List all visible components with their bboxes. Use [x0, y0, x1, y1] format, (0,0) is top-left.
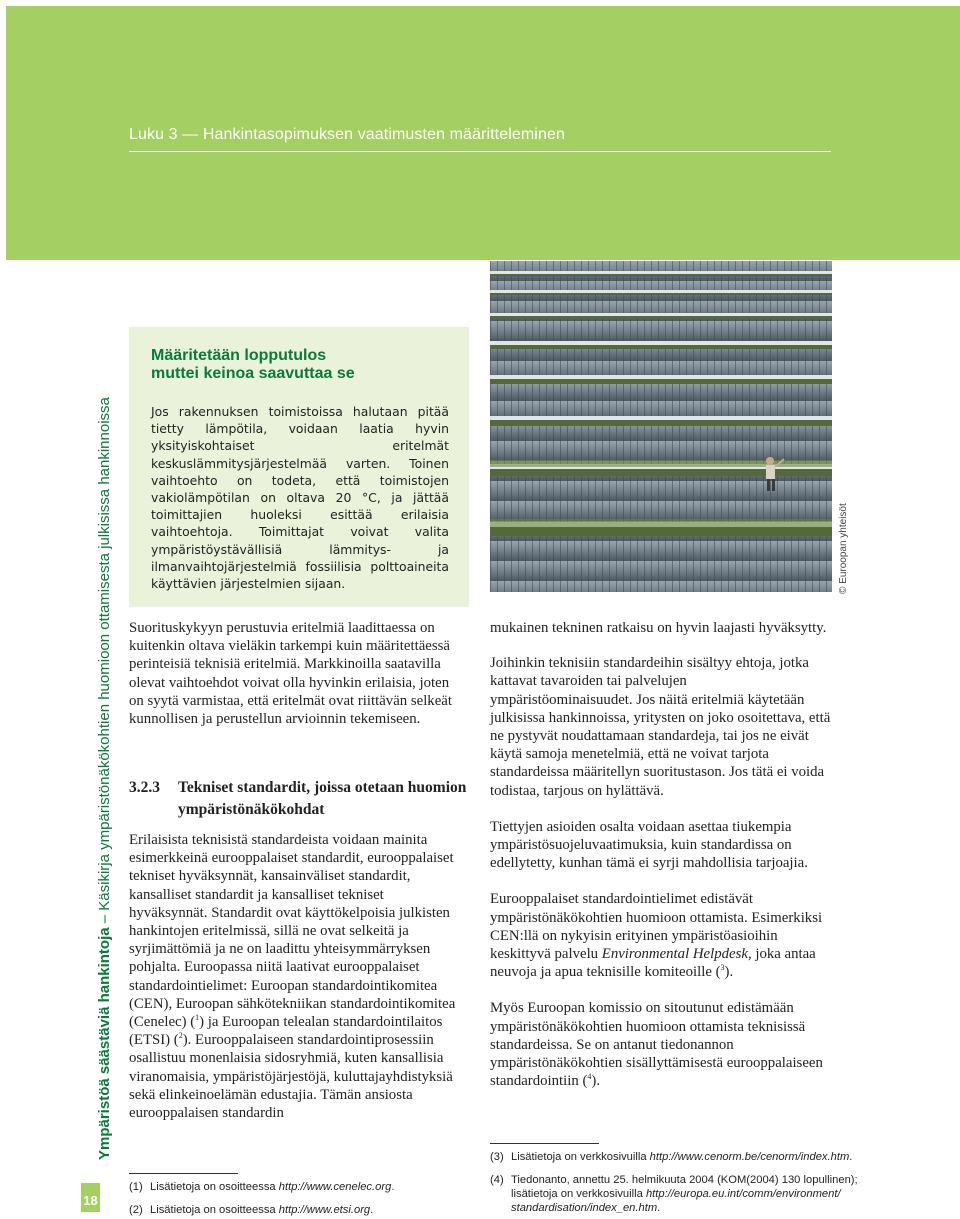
right-paragraph-1: mukainen tekninen ratkaisu on hyvin laajasti hyväksytty.: [490, 620, 827, 636]
box-title-line-2: muttei keinoa saavuttaa se: [151, 365, 355, 382]
right-paragraph-3: Tiettyjen asioiden osalta voidaan asettaa tiukempia ympäristösuojeluvaatimuksia, kuin standardissa on edellytetty, kunhan tämä ei syrji mahdollisia tarjoajia.: [490, 818, 808, 872]
footnote-2-mark: (2): [129, 1204, 143, 1216]
right-paragraph-4-part-c: ).: [724, 964, 734, 981]
footnote-rule-left: [129, 1173, 238, 1174]
solar-panels-illustration: [490, 261, 832, 592]
page-number: 18: [81, 1183, 100, 1212]
footnote-ref-3[interactable]: 3: [720, 963, 725, 973]
left-column-body: [129, 831, 465, 1122]
footnote-3-link[interactable]: http://www.cenorm.be/cenorm/index.htm: [649, 1151, 850, 1163]
box-body: Jos rakennuksen toimistoissa halutaan pitää tietty lämpötila, voidaan laatia hyvin yksityiskohtaiset eritelmät keskuslämmitysjärjestelmää varten. Toinen vaihtoehto on todeta, että toimistojen vakiolämpötilan on oltava 20 °C, ja jättää toimittajien huoleksi esittää erilaisia vaihtoehtoja. Toimittajat voivat valita ympäristöystävällisiä lämmitys- ja ilmanvaihtojärjestelmiä fossiilisia polttoaineita käyttävien järjestelmien sijaan.: [151, 404, 449, 592]
spine-title-rest: – Käsikirja ympäristönäkökohtien huomioon ottamisesta julkisissa hankinnoissa: [96, 397, 113, 928]
right-paragraph-5-part-a: Myös Euroopan komissio on sitoutunut edistämään ympäristönäkökohtien huomioon ottamista teknisissä standardeissa. Se on antanut tiedonannon ympäristönäkökohtien sisällyttämisestä eurooppalaiseen standardointiin (: [490, 1000, 823, 1090]
environmental-helpdesk-name: Environmental Helpdesk: [601, 946, 748, 963]
footnote-3-mark: (3): [490, 1151, 504, 1163]
spine-title-bold: Ympäristöä säästäviä hankintoja: [96, 927, 113, 1160]
left-paragraph-2: [129, 831, 465, 1122]
right-paragraph-2: Joihinkin teknisiin standardeihin sisältyy ehtoja, jotka kattavat tavaroiden tai palvelujen ympäristöominaisuudet. Jos näitä eritelmiä käytetään julkisissa hankinnoissa, yritysten on joko osoitettava, että ne pystyvät noudattamaan standardeja, tai jos ne eivät käytä samoja menetelmiä, että ne voivat tarjota standardeissa määritellyn suoritustason. Jos tätä ei voida todistaa, tarjous on hylättävä.: [490, 655, 831, 799]
footnote-1-end: .: [391, 1181, 395, 1193]
footnote-4-link-cont[interactable]: standardisation/index_en.htm: [511, 1202, 658, 1214]
right-paragraph-4: [490, 890, 832, 981]
chapter-rule: [129, 151, 831, 152]
footnote-4-line-2: [511, 1187, 841, 1201]
chapter-title: Luku 3 — Hankintasopimuksen vaatimusten määritteleminen: [129, 126, 565, 143]
footnote-2-label: Lisätietoja on osoitteessa: [150, 1204, 279, 1216]
footnote-ref-2[interactable]: 2: [178, 1031, 183, 1041]
footnote-4-line-1: Tiedonanto, annettu 25. helmikuuta 2004 (KOM(2004) 130 lopullinen);: [511, 1174, 858, 1186]
footnote-4-label: lisätietoja on verkkosivuilla: [511, 1188, 646, 1200]
solar-panels-photo: [490, 261, 832, 592]
footnote-4-link[interactable]: http://europa.eu.int/comm/environment/: [645, 1188, 841, 1200]
right-paragraph-4-part-a: Eurooppalaiset standardointielimet edistävät ympäristönäkökohtien huomioon ottamista. Esimerkiksi CEN:llä on nykyisin erityinen ympäristöasioihin keskittyvä palvelu: [490, 891, 823, 963]
right-paragraph-5: [490, 999, 832, 1090]
footnote-3-label: Lisätietoja on verkkosivuilla: [511, 1151, 650, 1163]
right-paragraph-4-part-b: , joka antaa neuvoja ja apua teknisille komiteoille (: [490, 946, 816, 981]
spine-title: [96, 397, 114, 1160]
footnote-3-end: .: [849, 1151, 853, 1163]
footnote-1-mark: (1): [129, 1181, 143, 1193]
left-paragraph-1: Suorituskykyyn perustuvia eritelmiä laadittaessa on kuitenkin oltava vieläkin tarkempi kuin määritettäessä perinteisiä teknisiä eritelmiä. Markkinoilla saatavilla olevat vaihtoehdot voivat olla hyvinkin erilaisia, joten on syytä varmistaa, että eritelmät ovat riittävän selkeät kunnollisen ja perustellun arvioinnin tekemiseen.: [129, 620, 452, 728]
footnote-4-mark: (4): [490, 1174, 504, 1186]
left-paragraph-2-part-c: ). Eurooppalaiseen standardointiprosessiin osallistuu monenlaisia sidosryhmiä, kuten kansallisia viranomaisia, ympäristöjärjestöjä, kuluttajayhdistyksiä sekä elinkeinoelämän edustajia. Tämän ansiosta eurooppalaisen standardin: [129, 1032, 453, 1122]
footnote-1-link[interactable]: http://www.cenelec.org: [278, 1181, 392, 1193]
footnote-4-end: .: [657, 1202, 661, 1214]
footnote-2-end: .: [370, 1204, 374, 1216]
left-column-intro: [129, 619, 465, 728]
footnote-2-text: [150, 1203, 373, 1217]
right-paragraph-5-part-b: ).: [591, 1073, 601, 1090]
footnote-4-line-3: [511, 1201, 660, 1215]
left-paragraph-2-part-a: Erilaisista teknisistä standardeista voidaan mainita esimerkkeinä eurooppalaiset standardit, eurooppalaiset tekniset hyväksynnät, kansainväliset standardit, kansalliset standardit ja kansalliset tekniset hyväksynnät. Standardit ovat käyttökelpoisia julkisten hankintojen eritelmissä, sillä ne ovat selkeitä ja syrjimättömiä ja ne on laadittu yhteisymmärryksen pohjalta. Euroopassa niitä laativat eurooppalaiset standardointielimet: Euroopan standardointikomitea (CEN), Euroopan sähkötekniikan standardointikomitea (Cenelec) (: [129, 832, 456, 1031]
right-column: [490, 619, 832, 1090]
box-title-line-1: Määritetään lopputulos: [151, 347, 327, 364]
footnote-rule-right: [490, 1143, 599, 1144]
photo-credit-text: © Euroopan yhteisöt: [838, 503, 849, 594]
footnote-ref-1[interactable]: 1: [195, 1013, 200, 1023]
footnote-3-text: [511, 1150, 852, 1164]
section-title: Tekniset standardit, joissa otetaan huomion ympäristönäkökohdat: [178, 779, 467, 818]
section-number: 3.2.3: [129, 779, 160, 796]
footnote-1-label: Lisätietoja on osoitteessa: [150, 1181, 279, 1193]
box-title: [151, 347, 451, 383]
left-paragraph-2-part-b: ) ja Euroopan telealan standardointilaitos (ETSI) (: [129, 1014, 443, 1049]
footnote-ref-4[interactable]: 4: [587, 1072, 592, 1082]
footnote-1-text: [150, 1180, 394, 1194]
footnote-2-link[interactable]: http://www.etsi.org: [278, 1204, 371, 1216]
